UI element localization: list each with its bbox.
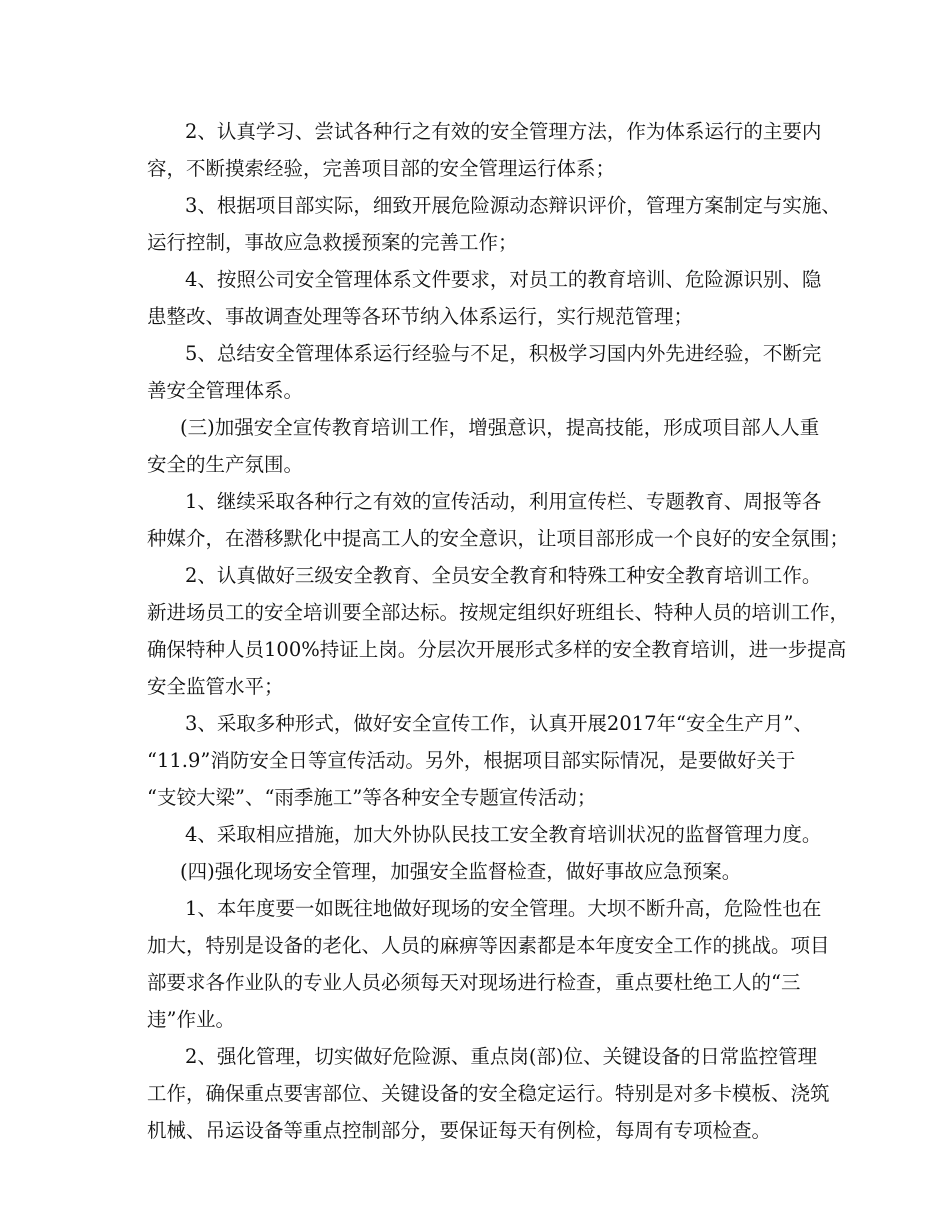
text-line: 善安全管理体系。 — [147, 379, 304, 402]
text-line: 2、强化管理，切实做好危险源、重点岗(部)位、关键设备的日常监控管理 — [185, 1045, 818, 1068]
text-line: 种媒介，在潜移默化中提高工人的安全意识，让项目部形成一个良好的安全氛围； — [147, 527, 850, 550]
text-line: 患整改、事故调查处理等各环节纳入体系运行，实行规范管理； — [147, 305, 694, 328]
text-line: 4、按照公司安全管理体系文件要求，对员工的教育培训、危险源识别、隐 — [185, 268, 822, 291]
text-line: 确保特种人员100%持证上岗。分层次开展形式多样的安全教育培训，进一步提高 — [147, 638, 847, 661]
text-line: 安全的生产氛围。 — [147, 453, 304, 476]
text-line: 1、本年度要一如既往地做好现场的安全管理。大坝不断升高，危险性也在 — [185, 897, 822, 920]
text-line: “11.9”消防安全日等宣传活动。另外，根据项目部实际情况，是要做好关于 — [147, 749, 796, 772]
text-line: 3、采取多种形式，做好安全宣传工作，认真开展2017年“安全生产月”、 — [185, 712, 813, 735]
text-line: 机械、吊运设备等重点控制部分，要保证每天有例检，每周有专项检查。 — [147, 1119, 772, 1142]
text-line: “支铰大梁”、“雨季施工”等各种安全专题宣传活动； — [147, 786, 597, 809]
text-line: 安全监管水平； — [147, 675, 284, 698]
text-line: 1、继续采取各种行之有效的宣传活动，利用宣传栏、专题教育、周报等各 — [185, 490, 822, 513]
text-line: 违”作业。 — [147, 1008, 235, 1031]
text-line: 4、采取相应措施，加大外协队民技工安全教育培训状况的监督管理力度。 — [185, 823, 822, 846]
text-line: 新进场员工的安全培训要全部达标。按规定组织好班组长、特种人员的培训工作， — [147, 601, 850, 624]
text-line: 容，不断摸索经验，完善项目部的安全管理运行体系； — [147, 157, 616, 180]
text-line: 部要求各作业队的专业人员必须每天对现场进行检查，重点要杜绝工人的“三 — [147, 971, 801, 994]
section-heading: (四)强化现场安全管理，加强安全监督检查，做好事故应急预案。 — [180, 860, 742, 883]
text-line: 3、根据项目部实际，细致开展危险源动态辩识评价，管理方案制定与实施、 — [185, 194, 841, 217]
text-line: 5、总结安全管理体系运行经验与不足，积极学习国内外先进经验，不断完 — [185, 342, 822, 365]
text-line: 2、认真学习、尝试各种行之有效的安全管理方法，作为体系运行的主要内 — [185, 120, 822, 143]
text-line: 2、认真做好三级安全教育、全员安全教育和特殊工种安全教育培训工作。 — [185, 564, 822, 587]
section-heading: (三)加强安全宣传教育培训工作，增强意识，提高技能，形成项目部人人重 — [180, 416, 820, 439]
text-line: 工作，确保重点要害部位、关键设备的安全稳定运行。特别是对多卡模板、浇筑 — [147, 1082, 830, 1105]
text-line: 加大，特别是设备的老化、人员的麻痹等因素都是本年度安全工作的挑战。项目 — [147, 934, 830, 957]
text-line: 运行控制，事故应急救援预案的完善工作； — [147, 231, 518, 254]
